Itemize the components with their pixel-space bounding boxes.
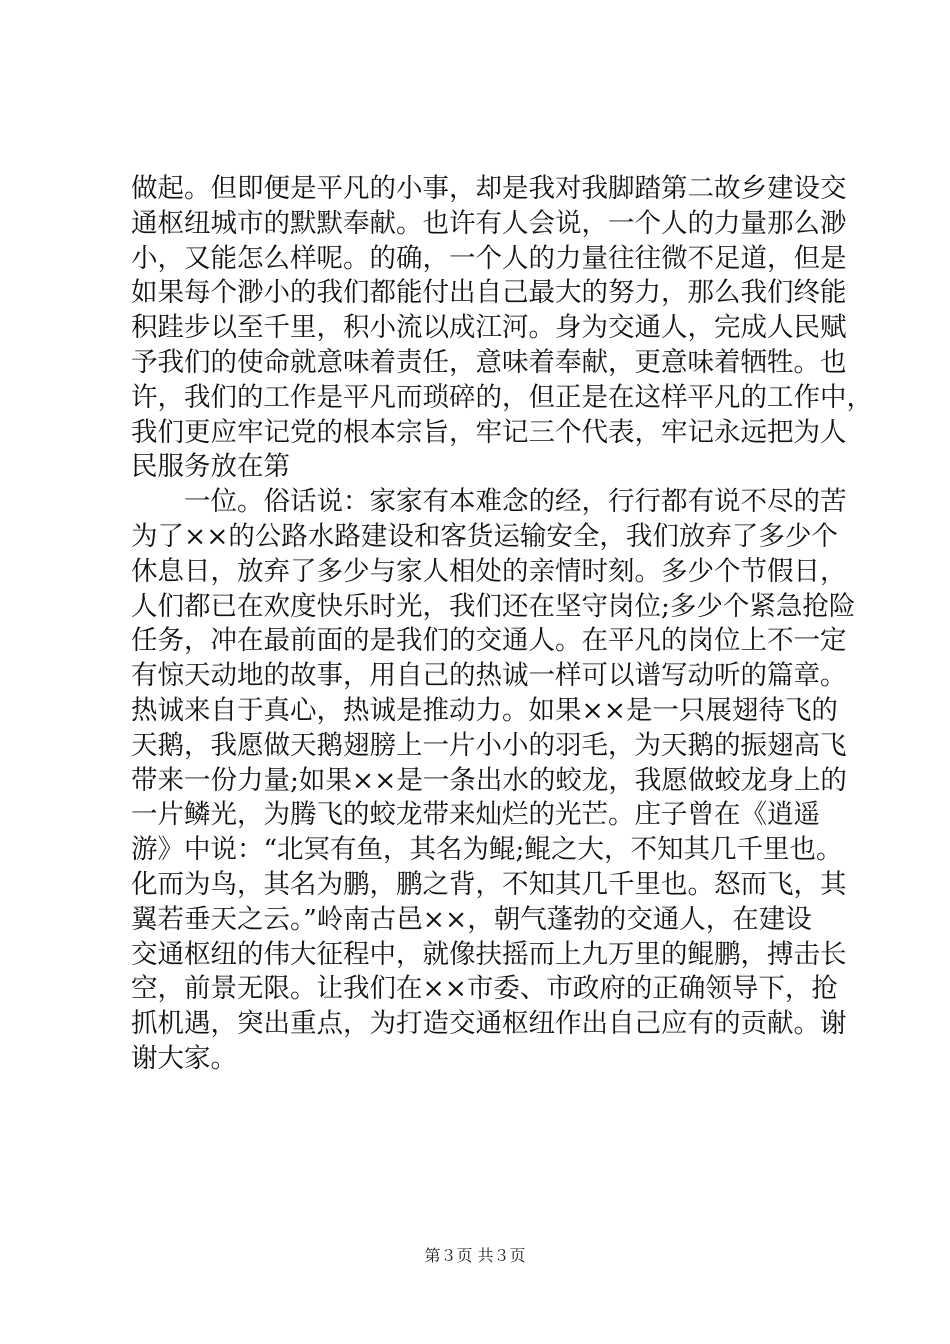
text-line: 休息日，放弃了多少与家人相处的亲情时刻。多少个节假日，: [131, 555, 847, 587]
text-line: 人们都已在欢度快乐时光，我们还在坚守岗位;多少个紧急抢险: [131, 590, 856, 622]
text-line: 天鹅，我愿做天鹅翅膀上一片小小的羽毛，为天鹅的振翅高飞: [131, 729, 847, 761]
text-line: 谢大家。: [131, 1042, 237, 1074]
text-line: 翼若垂天之云。”岭南古邑××，朝气蓬勃的交通人，在建设: [131, 903, 812, 935]
text-line: 小，又能怎么样呢。的确，一个人的力量往往微不足道，但是: [131, 242, 847, 274]
text-line: 化而为鸟，其名为鹏，鹏之背，不知其几千里也。怒而飞，其: [131, 868, 847, 900]
text-line: 积跬步以至千里，积小流以成江河。身为交通人，完成人民赋: [131, 312, 847, 344]
text-line: 通枢纽城市的默默奉献。也许有人会说，一个人的力量那么渺: [131, 207, 847, 239]
text-line: 热诚来自于真心，热诚是推动力。如果××是一只展翅待飞的: [131, 694, 838, 726]
text-line: 抓机遇，突出重点，为打造交通枢纽作出自己应有的贡献。谢: [131, 1008, 847, 1040]
text-line: 游》中说：“北冥有鱼，其名为鲲;鲲之大，不知其几千里也。: [131, 834, 843, 866]
page-number-footer: 第３页 共３页: [424, 1246, 526, 1265]
body-text: [131, 172, 873, 1077]
text-line: 予我们的使命就意味着责任，意味着奉献，更意味着牺牲。也: [131, 346, 847, 378]
text-line: 如果每个渺小的我们都能付出自己最大的努力，那么我们终能: [131, 277, 847, 309]
text-line: 交通枢纽的伟大征程中，就像扶摇而上九万里的鲲鹏，搏击长: [131, 938, 847, 970]
text-line: 一片鳞光，为腾飞的蛟龙带来灿烂的光芒。庄子曾在《逍遥: [131, 799, 820, 831]
text-line: 为了××的公路水路建设和客货运输安全，我们放弃了多少个: [131, 520, 838, 552]
text-line: 任务，冲在最前面的是我们的交通人。在平凡的岗位上不一定: [131, 625, 847, 657]
text-line: 我们更应牢记党的根本宗旨，牢记三个代表，牢记永远把为人: [131, 416, 847, 448]
text-line: 有惊天动地的故事，用自己的热诚一样可以谱写动听的篇章。: [131, 660, 847, 692]
text-line: 带来一份力量;如果××是一条出水的蛟龙，我愿做蛟龙身上的: [131, 764, 847, 796]
text-line: 许，我们的工作是平凡而琐碎的，但正是在这样平凡的工作中，: [131, 381, 873, 413]
text-line: 民服务放在第: [131, 451, 290, 483]
text-line: 一位。俗话说：家家有本难念的经，行行都有说不尽的苦: [131, 486, 847, 518]
text-line: 做起。但即便是平凡的小事，却是我对我脚踏第二故乡建设交: [131, 173, 847, 204]
text-line: 空，前景无限。让我们在××市委、市政府的正确领导下，抢: [131, 973, 838, 1005]
